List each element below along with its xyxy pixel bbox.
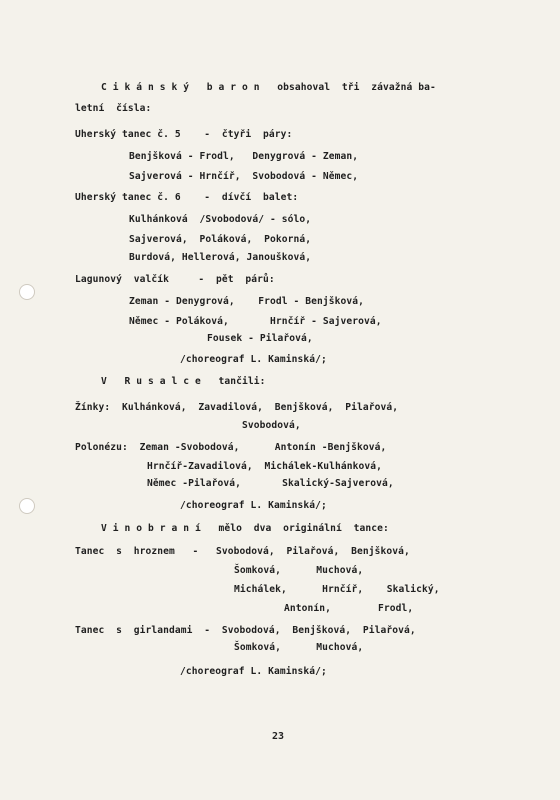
text-line: Fousek - Pilařová, bbox=[207, 333, 313, 344]
text-line: Burdová, Hellerová, Janoušková, bbox=[129, 252, 312, 263]
text-line: Tanec s girlandami - Svobodová, Benjšková, Pilařová, bbox=[75, 625, 416, 636]
text-line: /choreograf L. Kaminská/; bbox=[180, 666, 327, 677]
text-line: Šomková, Muchová, bbox=[234, 642, 364, 653]
text-line: Kulhánková /Svobodová/ - sólo, bbox=[129, 214, 312, 225]
punch-hole bbox=[19, 284, 35, 300]
text-line: Zeman - Denygrová, Frodl - Benjšková, bbox=[129, 296, 365, 307]
text-line: Sajverová, Poláková, Pokorná, bbox=[129, 234, 312, 245]
text-line: Uherský tanec č. 6 - dívčí balet: bbox=[75, 192, 299, 203]
text-line: Svobodová, bbox=[242, 420, 301, 431]
page-number: 23 bbox=[272, 731, 285, 742]
text-line: Šomková, Muchová, bbox=[234, 565, 364, 576]
text-line: Benjšková - Frodl, Denygrová - Zeman, bbox=[129, 151, 359, 162]
text-line: Uherský tanec č. 5 - čtyři páry: bbox=[75, 129, 293, 140]
text-line: C i k á n s k ý b a r o n obsahoval tři závažná ba- bbox=[101, 82, 436, 93]
punch-hole bbox=[19, 498, 35, 514]
text-line: /choreograf L. Kaminská/; bbox=[180, 500, 327, 511]
text-line: Němec -Pilařová, Skalický-Sajverová, bbox=[147, 478, 394, 489]
section-heading: V i n o b r a n í mělo dva originální tance: bbox=[101, 523, 389, 534]
text-line: Tanec s hroznem - Svobodová, Pilařová, Benjšková, bbox=[75, 546, 410, 557]
text-line: Němec - Poláková, Hrnčíř - Sajverová, bbox=[129, 316, 382, 327]
text-line: Michálek, Hrnčíř, Skalický, bbox=[234, 584, 440, 595]
text-line: letní čísla: bbox=[75, 103, 152, 114]
text-line: Lagunový valčík - pět párů: bbox=[75, 274, 275, 285]
text-line: /choreograf L. Kaminská/; bbox=[180, 354, 327, 365]
text-line: Antonín, Frodl, bbox=[284, 603, 414, 614]
section-heading: V R u s a l c e tančili: bbox=[101, 376, 266, 387]
text-line: Polonézu: Zeman -Svobodová, Antonín -Benjšková, bbox=[75, 442, 387, 453]
text-line: Sajverová - Hrnčíř, Svobodová - Němec, bbox=[129, 171, 359, 182]
text-line: Hrnčíř-Zavadilová, Michálek-Kulhánková, bbox=[147, 461, 383, 472]
text-line: Žínky: Kulhánková, Zavadilová, Benjšková, Pilařová, bbox=[75, 402, 399, 413]
